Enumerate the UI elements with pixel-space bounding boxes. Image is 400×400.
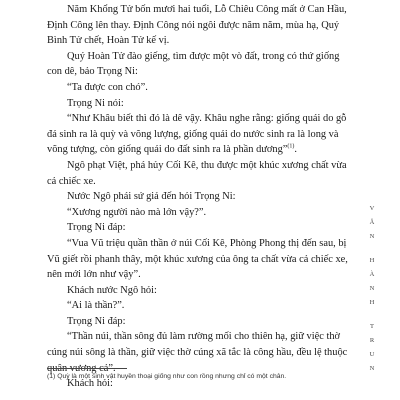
- paragraph: Quý Hoàn Tử đào giếng, tìm được một vò đất, trong có thứ giống con dê, bảo Trọng Ni:: [47, 50, 340, 78]
- running-side-title: [366, 205, 378, 379]
- side-letter: N: [369, 285, 375, 292]
- side-letter: H: [369, 299, 375, 306]
- side-letter: T: [370, 323, 374, 330]
- paragraph: Trọng Ni đáp:: [67, 315, 126, 327]
- paragraph: Năm Khổng Tử bốn mươi hai tuổi, Lỗ Chiêu Công mất ở Can Hầu, Định Công lên thay. Định Công nói ngôi được năm năm, mùa hạ, Quý Bình Tử chết, Hoàn Tử kế vị.: [47, 4, 347, 47]
- main-text: [47, 2, 352, 392]
- paragraph: Khách hỏi:: [67, 378, 113, 390]
- side-letter: Ă: [369, 219, 375, 226]
- side-letter: H: [369, 257, 375, 264]
- paragraph: “Như Khâu biết thì đó là dê vậy. Khâu nghe rằng: giống quái do gỗ đá sinh ra là quỳ và võng lượng, giống quái do nước sinh ra là long và võng tượng, còn giống quái do đất sinh ra là phần dương”$^{(1)}$.: [47, 113, 347, 156]
- footnote-marker[interactable]: (1): [287, 143, 295, 150]
- paragraph: Trọng Ni đáp:: [67, 222, 126, 234]
- side-letter: V: [369, 205, 375, 212]
- paragraph: Trọng Ni nói:: [67, 97, 124, 109]
- paragraph: Ngô phạt Việt, phá hủy Cối Kê, thu được một khúc xương chất vừa cả chiếc xe.: [47, 159, 347, 187]
- paragraph: “Ai là thần?”.: [67, 300, 125, 312]
- side-letter: N: [369, 233, 375, 240]
- side-letter: R: [369, 337, 375, 344]
- paragraph: “Xương người nào mà lớn vậy?”.: [67, 206, 207, 218]
- paragraph: “Vua Vũ triệu quần thần ở núi Cối Kê, Phòng Phong thị đến sau, bị Vũ giết rồi phanh thây, một khúc xương của ông ta chất vừa cả chiếc xe, nên mới lớn như vậy”.: [47, 237, 348, 281]
- paragraph: “Ta được con chó”.: [67, 81, 148, 93]
- paragraph: “Thần núi, thần sông đủ làm rường mối cho thiên hạ, giữ việc thờ cúng núi sông là thần, giữ việc thờ cúng xã tắc là công hầu, đều lệ thuộc quân vương cả”.: [47, 331, 348, 374]
- paragraph: Nước Ngô phái sứ giả đến hỏi Trọng Ni:: [67, 191, 236, 203]
- side-letter: U: [369, 351, 375, 358]
- side-letter: À: [369, 271, 375, 278]
- side-letter: N: [369, 365, 375, 372]
- footnote-divider: [47, 368, 127, 369]
- paragraph: Khách nước Ngô hỏi:: [67, 284, 157, 296]
- footnote: (1) Quỳ là một sinh vật huyền thoại giống như con rồng nhưng chỉ có một chân.: [47, 373, 287, 380]
